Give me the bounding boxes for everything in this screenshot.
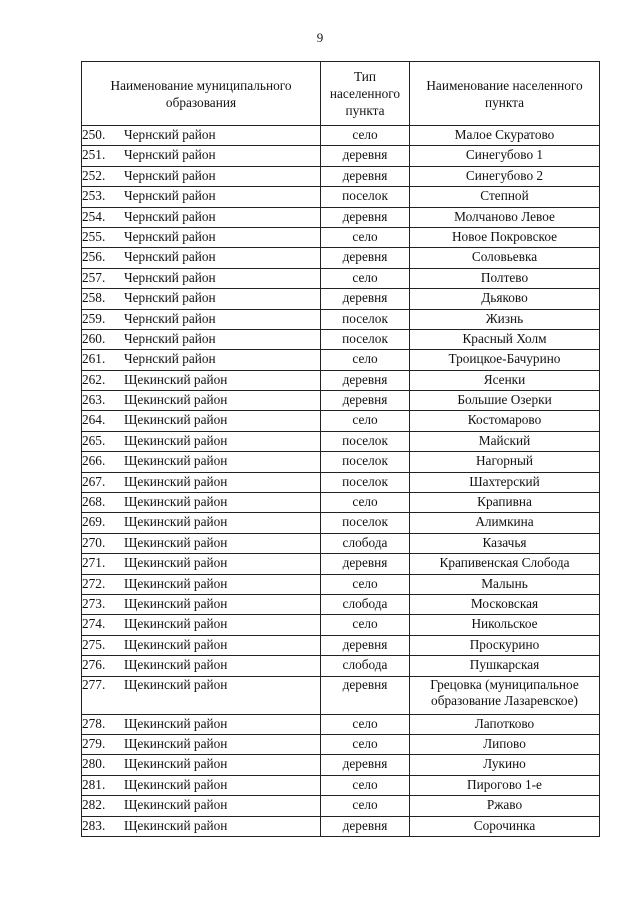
settlement-name-cell: Малынь xyxy=(410,574,600,594)
settlement-type-cell: село xyxy=(321,615,410,635)
municipality-name: Щекинский район xyxy=(124,657,228,673)
municipality-cell xyxy=(82,796,321,816)
table-row xyxy=(82,268,600,288)
row-number: 263. xyxy=(82,392,106,408)
row-number: 282. xyxy=(82,797,106,813)
settlement-type-cell: слобода xyxy=(321,594,410,614)
row-number: 265. xyxy=(82,432,106,448)
municipality-name: Щекинский район xyxy=(124,534,228,550)
table-row xyxy=(82,126,600,146)
row-number: 271. xyxy=(82,555,106,571)
row-number: 275. xyxy=(82,636,106,652)
municipality-cell xyxy=(82,594,321,614)
row-number: 251. xyxy=(82,147,106,163)
page-number: 9 xyxy=(316,30,324,45)
municipality-cell xyxy=(82,350,321,370)
header-settlement-name: Наименование населенного пункта xyxy=(410,62,600,126)
table-row xyxy=(82,146,600,166)
row-number: 261. xyxy=(82,351,106,367)
municipality-cell xyxy=(82,126,321,146)
table-row xyxy=(82,656,600,676)
settlement-type-cell: село xyxy=(321,714,410,734)
municipality-cell xyxy=(82,452,321,472)
settlement-name-cell: Крапивенская Слобода xyxy=(410,554,600,574)
municipality-name: Щекинский район xyxy=(124,776,228,792)
settlement-name-cell: Малое Скуратово xyxy=(410,126,600,146)
settlement-name-cell: Жизнь xyxy=(410,309,600,329)
row-number: 262. xyxy=(82,371,106,387)
table-row xyxy=(82,431,600,451)
table-row xyxy=(82,676,600,714)
settlement-type-cell: поселок xyxy=(321,309,410,329)
municipality-name: Чернский район xyxy=(124,290,216,306)
municipality-cell xyxy=(82,411,321,431)
table-row xyxy=(82,755,600,775)
municipality-name: Щекинский район xyxy=(124,616,228,632)
table-header xyxy=(82,62,600,126)
settlement-type-cell: село xyxy=(321,126,410,146)
row-number: 257. xyxy=(82,269,106,285)
municipality-name: Чернский район xyxy=(124,188,216,204)
municipality-name: Щекинский район xyxy=(124,797,228,813)
row-number: 269. xyxy=(82,514,106,530)
municipality-name: Щекинский район xyxy=(124,715,228,731)
municipality-cell xyxy=(82,656,321,676)
settlement-name-cell: Нагорный xyxy=(410,452,600,472)
table-row xyxy=(82,635,600,655)
settlement-name-cell: Никольское xyxy=(410,615,600,635)
table-row xyxy=(82,370,600,390)
table-row xyxy=(82,329,600,349)
municipality-cell xyxy=(82,187,321,207)
settlement-name-cell: Большие Озерки xyxy=(410,391,600,411)
table-row xyxy=(82,227,600,247)
municipality-name: Чернский район xyxy=(124,351,216,367)
table-row xyxy=(82,248,600,268)
settlement-type-cell: село xyxy=(321,574,410,594)
table-row xyxy=(82,493,600,513)
municipality-name: Щекинский район xyxy=(124,453,228,469)
table-row xyxy=(82,166,600,186)
municipality-cell xyxy=(82,391,321,411)
row-number: 259. xyxy=(82,310,106,326)
settlement-type-cell: деревня xyxy=(321,676,410,714)
settlement-type-cell: поселок xyxy=(321,431,410,451)
row-number: 278. xyxy=(82,715,106,731)
table-row xyxy=(82,289,600,309)
table-row xyxy=(82,207,600,227)
row-number: 268. xyxy=(82,494,106,510)
municipality-cell xyxy=(82,472,321,492)
municipality-name: Чернский район xyxy=(124,310,216,326)
municipality-name: Чернский район xyxy=(124,228,216,244)
settlement-name-cell: Костомарово xyxy=(410,411,600,431)
settlement-type-cell: поселок xyxy=(321,472,410,492)
row-number: 255. xyxy=(82,228,106,244)
settlement-name-cell: Лапотково xyxy=(410,714,600,734)
municipality-cell xyxy=(82,207,321,227)
settlement-type-cell: село xyxy=(321,493,410,513)
settlement-type-cell: деревня xyxy=(321,635,410,655)
settlement-name-cell: Сорочинка xyxy=(410,816,600,836)
settlement-name-cell: Красный Холм xyxy=(410,329,600,349)
settlements-table xyxy=(81,61,600,837)
municipality-cell xyxy=(82,370,321,390)
municipality-name: Щекинский район xyxy=(124,756,228,772)
settlement-name-cell: Московская xyxy=(410,594,600,614)
row-number: 273. xyxy=(82,595,106,611)
municipality-name: Чернский район xyxy=(124,330,216,346)
municipality-cell xyxy=(82,714,321,734)
settlement-type-cell: деревня xyxy=(321,146,410,166)
table-row xyxy=(82,309,600,329)
table-row xyxy=(82,796,600,816)
row-number: 276. xyxy=(82,657,106,673)
settlement-name-cell: Полтево xyxy=(410,268,600,288)
municipality-cell xyxy=(82,493,321,513)
settlement-name-cell: Молчаново Левое xyxy=(410,207,600,227)
table-row xyxy=(82,574,600,594)
table-row xyxy=(82,513,600,533)
settlement-name-cell: Синегубово 1 xyxy=(410,146,600,166)
municipality-name: Щекинский район xyxy=(124,432,228,448)
settlement-name-cell: Майский xyxy=(410,431,600,451)
municipality-cell xyxy=(82,146,321,166)
municipality-cell xyxy=(82,775,321,795)
municipality-cell xyxy=(82,635,321,655)
settlement-type-cell: село xyxy=(321,350,410,370)
settlement-name-cell: Новое Покровское xyxy=(410,227,600,247)
table-row xyxy=(82,594,600,614)
table-row xyxy=(82,554,600,574)
row-number: 274. xyxy=(82,616,106,632)
settlement-type-cell: слобода xyxy=(321,533,410,553)
settlement-name-cell: Алимкина xyxy=(410,513,600,533)
municipality-name: Щекинский район xyxy=(124,575,228,591)
municipality-cell xyxy=(82,166,321,186)
table-row xyxy=(82,452,600,472)
municipality-name: Щекинский район xyxy=(124,412,228,428)
settlement-name-cell: Дьяково xyxy=(410,289,600,309)
row-number: 279. xyxy=(82,735,106,751)
settlement-name-cell: Соловьевка xyxy=(410,248,600,268)
municipality-cell xyxy=(82,554,321,574)
municipality-cell xyxy=(82,734,321,754)
municipality-name: Щекинский район xyxy=(124,636,228,652)
table-row xyxy=(82,734,600,754)
settlement-type-cell: деревня xyxy=(321,554,410,574)
municipality-name: Щекинский район xyxy=(124,555,228,571)
row-number: 254. xyxy=(82,208,106,224)
municipality-cell xyxy=(82,816,321,836)
municipality-cell xyxy=(82,227,321,247)
table-row xyxy=(82,533,600,553)
settlement-type-cell: деревня xyxy=(321,166,410,186)
settlement-type-cell: село xyxy=(321,268,410,288)
row-number: 260. xyxy=(82,330,106,346)
settlement-type-cell: село xyxy=(321,796,410,816)
municipality-cell xyxy=(82,431,321,451)
row-number: 256. xyxy=(82,249,106,265)
settlement-name-cell: Пирогово 1-е xyxy=(410,775,600,795)
settlement-type-cell: деревня xyxy=(321,816,410,836)
municipality-name: Щекинский район xyxy=(124,595,228,611)
municipality-cell xyxy=(82,248,321,268)
table-row xyxy=(82,714,600,734)
municipality-cell xyxy=(82,513,321,533)
municipality-name: Щекинский район xyxy=(124,514,228,530)
municipality-cell xyxy=(82,615,321,635)
row-number: 252. xyxy=(82,167,106,183)
municipality-cell xyxy=(82,268,321,288)
settlement-type-cell: село xyxy=(321,411,410,431)
settlement-type-cell: село xyxy=(321,775,410,795)
row-number: 277. xyxy=(82,676,106,692)
row-number: 281. xyxy=(82,776,106,792)
settlement-name-cell: Шахтерский xyxy=(410,472,600,492)
municipality-name: Чернский район xyxy=(124,127,216,142)
header-settlement-type: Тип населенного пункта xyxy=(321,62,410,126)
table-row xyxy=(82,472,600,492)
municipality-name: Чернский район xyxy=(124,208,216,224)
municipality-cell xyxy=(82,755,321,775)
municipality-name: Чернский район xyxy=(124,147,216,163)
municipality-name: Щекинский район xyxy=(124,473,228,489)
row-number: 266. xyxy=(82,453,106,469)
municipality-cell xyxy=(82,533,321,553)
table-row xyxy=(82,350,600,370)
municipality-name: Чернский район xyxy=(124,249,216,265)
settlement-type-cell: деревня xyxy=(321,755,410,775)
table-row xyxy=(82,187,600,207)
municipality-name: Щекинский район xyxy=(124,494,228,510)
table-row xyxy=(82,411,600,431)
municipality-name: Щекинский район xyxy=(124,817,228,833)
settlement-name-cell: Проскурино xyxy=(410,635,600,655)
settlement-name-cell: Троицкое-Бачурино xyxy=(410,350,600,370)
row-number: 283. xyxy=(82,817,106,833)
municipality-cell xyxy=(82,676,321,714)
settlement-name-cell: Крапивна xyxy=(410,493,600,513)
municipality-cell xyxy=(82,574,321,594)
table-row xyxy=(82,775,600,795)
settlement-type-cell: поселок xyxy=(321,329,410,349)
settlement-type-cell: поселок xyxy=(321,513,410,533)
settlement-type-cell: поселок xyxy=(321,452,410,472)
settlement-name-cell: Лукино xyxy=(410,755,600,775)
settlement-type-cell: село xyxy=(321,734,410,754)
settlement-name-cell: Ясенки xyxy=(410,370,600,390)
settlement-name-cell: Липово xyxy=(410,734,600,754)
settlement-name-cell: Пушкарская xyxy=(410,656,600,676)
municipality-name: Чернский район xyxy=(124,167,216,183)
settlement-type-cell: деревня xyxy=(321,207,410,227)
municipality-name: Щекинский район xyxy=(124,735,228,751)
settlement-name-cell: Ржаво xyxy=(410,796,600,816)
table-body xyxy=(82,126,600,837)
row-number: 272. xyxy=(82,575,106,591)
settlement-type-cell: слобода xyxy=(321,656,410,676)
municipality-cell xyxy=(82,309,321,329)
settlement-name-cell: Грецовка (муниципальное образование Лазаревское) xyxy=(410,676,600,714)
settlement-type-cell: деревня xyxy=(321,248,410,268)
settlement-type-cell: поселок xyxy=(321,187,410,207)
settlement-type-cell: деревня xyxy=(321,391,410,411)
table-row xyxy=(82,816,600,836)
municipality-cell xyxy=(82,329,321,349)
settlement-type-cell: деревня xyxy=(321,289,410,309)
row-number: 267. xyxy=(82,473,106,489)
row-number: 280. xyxy=(82,756,106,772)
row-number: 270. xyxy=(82,534,106,550)
header-municipality: Наименование муниципального образования xyxy=(82,62,321,126)
row-number: 253. xyxy=(82,188,106,204)
table-row xyxy=(82,391,600,411)
municipality-name: Чернский район xyxy=(124,269,216,285)
municipality-name: Щекинский район xyxy=(124,392,228,408)
municipality-name: Щекинский район xyxy=(124,371,228,387)
municipality-cell xyxy=(82,289,321,309)
row-number: 264. xyxy=(82,412,106,428)
table-row xyxy=(82,615,600,635)
settlement-name-cell: Степной xyxy=(410,187,600,207)
header-row xyxy=(82,62,600,126)
row-number: 258. xyxy=(82,290,106,306)
settlement-type-cell: деревня xyxy=(321,370,410,390)
settlement-type-cell: село xyxy=(321,227,410,247)
row-number: 250. xyxy=(82,127,106,142)
settlement-name-cell: Синегубово 2 xyxy=(410,166,600,186)
municipality-name: Щекинский район xyxy=(124,676,228,692)
settlement-name-cell: Казачья xyxy=(410,533,600,553)
